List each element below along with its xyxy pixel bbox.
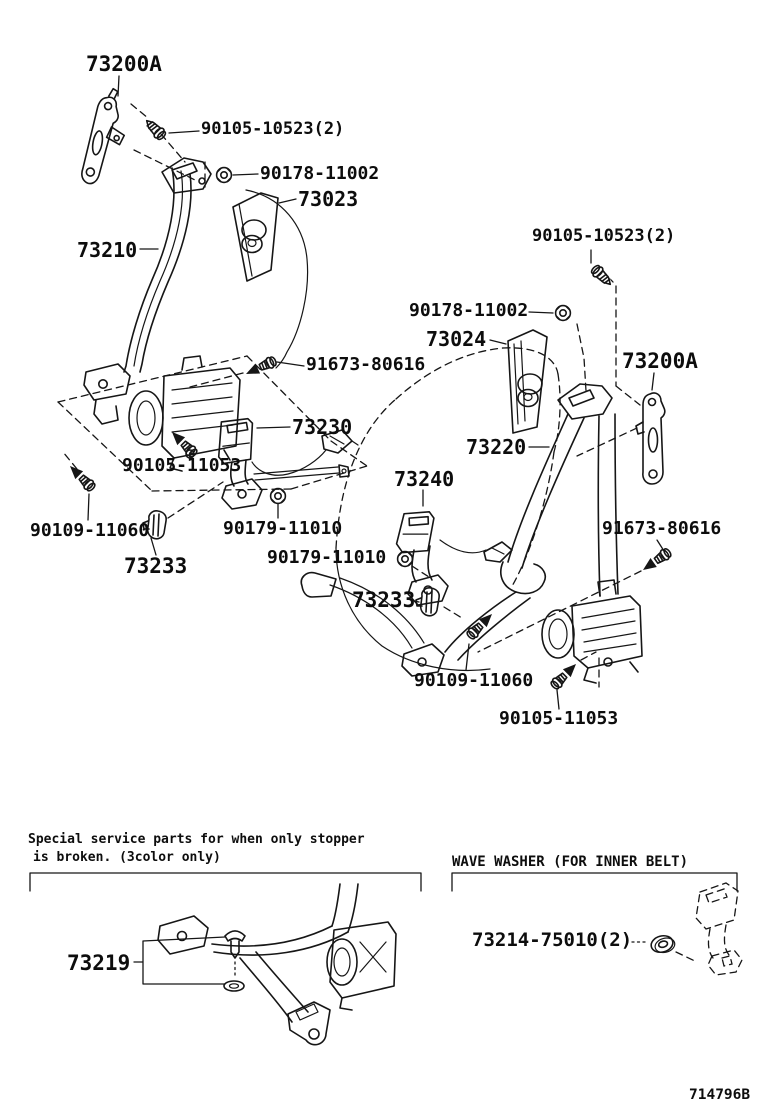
part-label-73200a-right: 73200A (622, 349, 698, 373)
part-label-90105-10523-right: 90105-10523(2) (532, 226, 676, 246)
part-label-73220: 73220 (466, 435, 527, 459)
part-label-91673-80616-right: 91673-80616 (602, 518, 722, 539)
left-belt-upper-anchor (162, 158, 211, 193)
part-label-91673-80616-left: 91673-80616 (306, 354, 426, 375)
part-label-90105-11053-left: 90105-11053 (122, 455, 242, 476)
part-label-90178-11002-right: 90178-11002 (409, 300, 529, 321)
right-shoulder-adjuster (636, 393, 665, 484)
part-label-90178-11002-left: 90178-11002 (260, 163, 380, 184)
stopper-washer (224, 981, 244, 991)
part-label-73233-right: 73233 (352, 588, 416, 612)
wave-washer (649, 933, 676, 956)
figure-code: 714796B (689, 1087, 751, 1103)
part-label-90179-11010-right: 90179-11010 (267, 547, 387, 568)
part-label-90105-10523-left: 90105-10523(2) (201, 119, 345, 139)
part-label-73023: 73023 (298, 187, 359, 211)
right-inner-belt-buckle (395, 506, 437, 558)
part-label-73219: 73219 (67, 951, 131, 975)
special-service-note-line1: Special service parts for when only stopper (28, 832, 365, 847)
part-label-90179-11010-left: 90179-11010 (223, 518, 343, 539)
part-label-73214-75010: 73214-75010(2) (472, 929, 633, 951)
left-leader-lines (88, 76, 304, 555)
part-label-90109-11060-left: 90109-11060 (30, 520, 150, 541)
part-label-90105-11053-right: 90105-11053 (499, 708, 619, 729)
wave-washer-drawing (452, 873, 742, 975)
left-shoulder-adjuster (80, 86, 132, 188)
part-label-90109-11060-right: 90109-11060 (414, 670, 534, 691)
left-belt-webbing (124, 168, 191, 372)
part-label-73230: 73230 (292, 415, 353, 439)
special-service-note-line2: is broken. (3color only) (33, 850, 221, 865)
left-retractor (129, 356, 240, 471)
part-label-73200a-left: 73200A (86, 52, 162, 76)
reference-buckle-dashed (676, 883, 742, 975)
right-belt-upper-anchor (558, 384, 612, 419)
part-label-73024: 73024 (426, 327, 487, 351)
wave-washer-note: WAVE WASHER (FOR INNER BELT) (452, 854, 689, 870)
right-anchor-cover-73024 (508, 330, 547, 433)
left-anchor-cover-73023 (233, 193, 278, 281)
part-label-73210: 73210 (77, 238, 138, 262)
part-label-73240: 73240 (394, 467, 455, 491)
right-buckle-cable (440, 540, 512, 562)
left-belt-floor-anchor (84, 364, 130, 424)
part-label-73233-left: 73233 (124, 554, 188, 578)
